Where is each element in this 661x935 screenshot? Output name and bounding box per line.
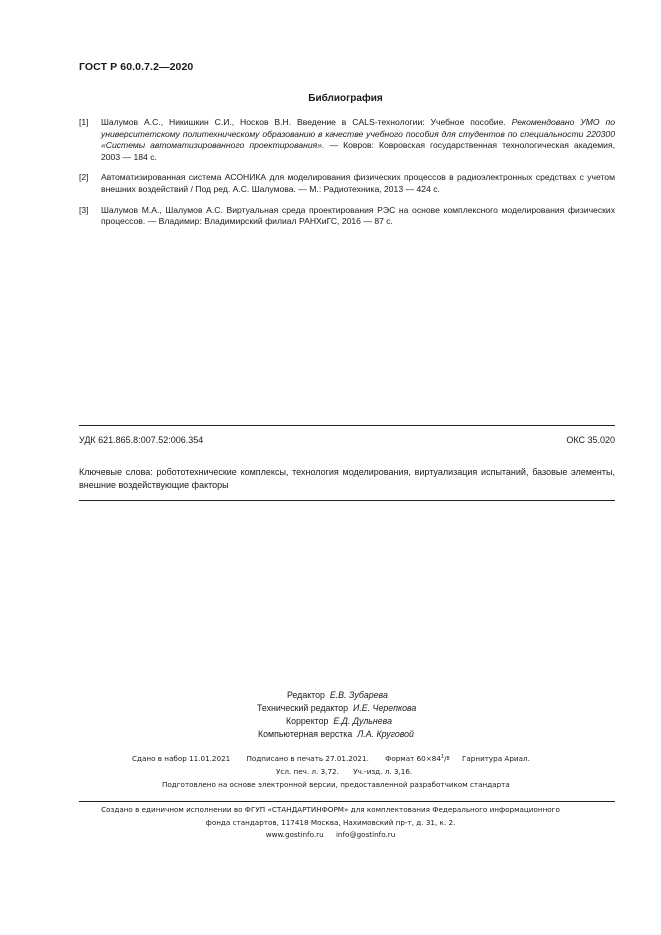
website-link[interactable]: www.gostinfo.ru	[265, 830, 324, 839]
divider	[79, 801, 615, 802]
entry-number: [3]	[79, 204, 89, 215]
staff-role: Компьютерная верстка	[258, 729, 353, 739]
bibliography-title: Библиография	[308, 93, 383, 104]
staff-row	[286, 715, 392, 728]
staff-role: Корректор	[286, 716, 329, 726]
oks-code: ОКС 35.020	[566, 435, 615, 445]
staff-row	[287, 689, 388, 702]
entry-text: Шалумов М.А., Шалумов А.С. Виртуальная среда проектирования РЭС на основе комплексного моделирования физических процессов. — Владимир: Владимирский филиал РАНХиГС, 2016 — 87 с.	[101, 204, 615, 227]
entry-number: [1]	[79, 117, 89, 127]
bibliography-entry	[79, 117, 615, 163]
entry-text	[101, 117, 615, 163]
staff-name: Е.В. Зубарева	[329, 690, 388, 700]
signed-to-print: Подписано в печать 27.01.2021.	[246, 754, 369, 763]
entry-publisher: — Ковров: Ковровская государственная технологическая академия, 2003 — 184 с.	[101, 140, 615, 162]
email-link[interactable]: info@gostinfo.ru	[335, 830, 396, 839]
bibliography-list	[79, 117, 615, 237]
keywords: Ключевые слова: робототехнические комплексы, технология моделирования, виртуализация испытаний, базовые элементы, внешние воздействующие факторы	[79, 467, 615, 490]
staff-role: Редактор	[287, 690, 325, 700]
publisher-footer	[0, 804, 661, 842]
staff-row	[258, 728, 414, 741]
divider	[79, 500, 615, 501]
staff-name: И.Е. Черепкова	[353, 703, 417, 713]
document-code: ГОСТ Р 60.0.7.2—2020	[79, 61, 194, 73]
footer-line: Создано в единичном исполнении во ФГУП «СТАНДАРТИНФОРМ» для комплектования Федерального информационного	[101, 805, 560, 814]
imprint-line	[162, 779, 510, 792]
udk-code: УДК 621.865.8:007.52:006.354	[79, 435, 204, 445]
entry-italic-note: Рекомендовано УМО по университетскому политехническому образованию в качестве учебного пособия для студентов по специальности 220300 «Системы автоматизированного проектирования».	[101, 117, 615, 151]
staff-row	[257, 702, 416, 715]
entry-number: [2]	[79, 172, 89, 183]
format: Формат $60\times 84^1/8$	[385, 754, 450, 763]
bibliography-entry	[79, 172, 615, 195]
sent-to-typeset: Сдано в набор 11.01.2021	[132, 754, 231, 763]
footer-line: фонда стандартов, 117418 Москва, Нахимовский пр-т, д. 31, к. 2.	[205, 817, 456, 827]
staff-role: Технический редактор	[257, 703, 349, 713]
imprint-line	[132, 753, 530, 766]
typeface: Гарнитура Ариал.	[462, 754, 530, 763]
bibliography-entry	[79, 205, 615, 228]
imprint-line	[276, 766, 412, 779]
footer-contacts	[0, 829, 661, 842]
print-sheets: Усл. печ. л. 3,72.	[276, 767, 339, 776]
staff-name: Л.А. Круговой	[357, 729, 414, 739]
entry-text: Автоматизированная система АСОНИКА для моделирования физических процессов в радиоэлектронных средствах с учетом внешних воздействий / Под ред. А.С. Шалумова. — М.: Радиотехника, 2013 — 424 с.	[101, 172, 615, 194]
prepared-note: Подготовлено на основе электронной версии, предоставленной разработчиком стандарта	[162, 780, 510, 789]
staff-name: Е.Д. Дульнева	[333, 716, 392, 726]
entry-authors-title: Шалумов А.С., Никишкин С.И., Носков В.Н. Введение в CALS-технологии: Учебное пособие.	[101, 117, 512, 127]
divider	[79, 425, 615, 426]
publisher-sheets: Уч.-изд. л. 3,16.	[353, 767, 413, 776]
